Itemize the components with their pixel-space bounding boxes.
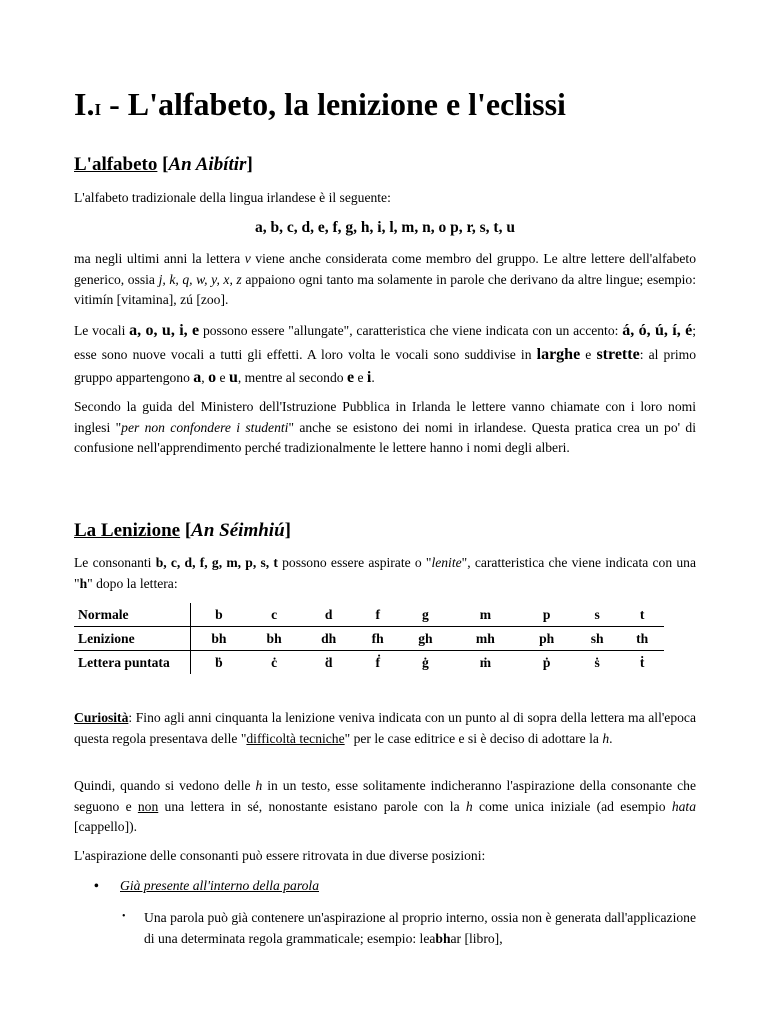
paragraph-vowels: Le vocali a, o, u, i, e possono essere "allungate", caratteristica che viene indicata con un accento: á, ó, ú, í, é; esse sono nuove vocali a tutti gli effetti. A loro volta le vocali sono suddivise in larghe e strette: al primo gruppo appartengono a, o e u, mentre al secondo e e i. bbox=[74, 322, 696, 386]
table-cell: g bbox=[400, 603, 452, 627]
table-cell: ġ bbox=[422, 654, 429, 670]
table-row-label: Normale bbox=[74, 603, 191, 627]
table-cell: mh bbox=[451, 627, 519, 651]
table-cell: ḟ bbox=[375, 654, 380, 670]
paragraph-ministry: Secondo la guida del Ministero dell'Istruzione Pubblica in Irlanda le lettere vanno chiamate con i loro nomi inglesi "per non confondere i studenti" anche se esistono dei nomi in irlandese. Questa pratica crea un po' di confusione nell'apprendimento perché tradizionalmente le lettere hanno i nomi degli alberi. bbox=[74, 399, 696, 456]
sub-bullet-parola: • Una parola può già contenere un'aspirazione al proprio interno, ossia non è generata dall'applicazione di una determinata regola grammaticale; esempio: leabhar [libro], bbox=[144, 908, 696, 949]
table-cell: s bbox=[574, 603, 620, 627]
table-cell: ḃ bbox=[215, 654, 223, 670]
sub-bullet-dot-icon: • bbox=[122, 911, 126, 922]
table-cell: ph bbox=[519, 627, 574, 651]
table-cell: th bbox=[620, 627, 664, 651]
table-cell: bh bbox=[247, 627, 302, 651]
table-cell: gh bbox=[400, 627, 452, 651]
table-cell: ḋ bbox=[324, 654, 333, 670]
table-cell: fh bbox=[356, 627, 400, 651]
page-title: I.I - L'alfabeto, la lenizione e l'eclissi bbox=[74, 86, 566, 122]
table-row-label: Lettera puntata bbox=[74, 651, 191, 675]
alphabet-letters: a, b, c, d, e, f, g, h, i, l, m, n, o p, r, s, t, u bbox=[255, 219, 515, 236]
table-cell: ṡ bbox=[594, 654, 600, 670]
table-cell: sh bbox=[574, 627, 620, 651]
lenition-table bbox=[74, 603, 664, 674]
table-cell: dh bbox=[301, 627, 356, 651]
bullet-dot-icon: • bbox=[94, 878, 99, 893]
table-cell: d bbox=[301, 603, 356, 627]
paragraph-curiosita: Curiosità: Fino agli anni cinquanta la lenizione veniva indicata con un punto al di sopra della lettera ma all'epoca questa regola presentava delle "difficoltà tecniche" per le case editrice e si è deciso di adottare la h. bbox=[74, 710, 696, 746]
table-cell: m bbox=[451, 603, 519, 627]
table-row bbox=[74, 651, 664, 675]
table-cell: f bbox=[356, 603, 400, 627]
table-cell: c bbox=[247, 603, 302, 627]
paragraph-consonants: Le consonanti b, c, d, f, g, m, p, s, t possono essere aspirate o "lenite", caratteristica che viene indicata con una "h" dopo la lettera: bbox=[74, 555, 696, 591]
paragraph-aspirazione: L'aspirazione delle consonanti può essere ritrovata in due diverse posizioni: bbox=[74, 848, 486, 863]
paragraph-intro: L'alfabeto tradizionale della lingua irlandese è il seguente: bbox=[74, 190, 391, 205]
section-heading-alfabeto: L'alfabeto [An Aibítir] bbox=[74, 154, 253, 175]
table-row bbox=[74, 627, 664, 651]
paragraph-alphabet-extra: ma negli ultimi anni la lettera v viene anche considerata come membro del gruppo. Le altre lettere dell'alfabeto generico, ossia j, k, q, w, y, x, z appaiono ogni tanto ma solamente in parole che derivano da altre lingue; esempio: vitimín [vitamina], zú [zoo]. bbox=[74, 251, 696, 308]
table-cell: b bbox=[191, 603, 247, 627]
table-cell: ṁ bbox=[479, 654, 492, 670]
table-cell: ṫ bbox=[639, 654, 645, 670]
table-row bbox=[74, 603, 664, 627]
table-cell: p bbox=[519, 603, 574, 627]
table-cell: ċ bbox=[271, 654, 278, 670]
section-heading-lenizione: La Lenizione [An Séimhiú] bbox=[74, 520, 291, 541]
paragraph-quindi: Quindi, quando si vedono delle h in un testo, esse solitamente indicheranno l'aspirazione della consonante che seguono e non una lettera in sé, nonostante esistano parole con la h come unica iniziale (ad esempio hata [cappello]). bbox=[74, 778, 696, 835]
table-row-label: Lenizione bbox=[74, 627, 191, 651]
table-cell: ṗ bbox=[542, 654, 551, 670]
table-cell: t bbox=[620, 603, 664, 627]
table-cell: bh bbox=[191, 627, 247, 651]
